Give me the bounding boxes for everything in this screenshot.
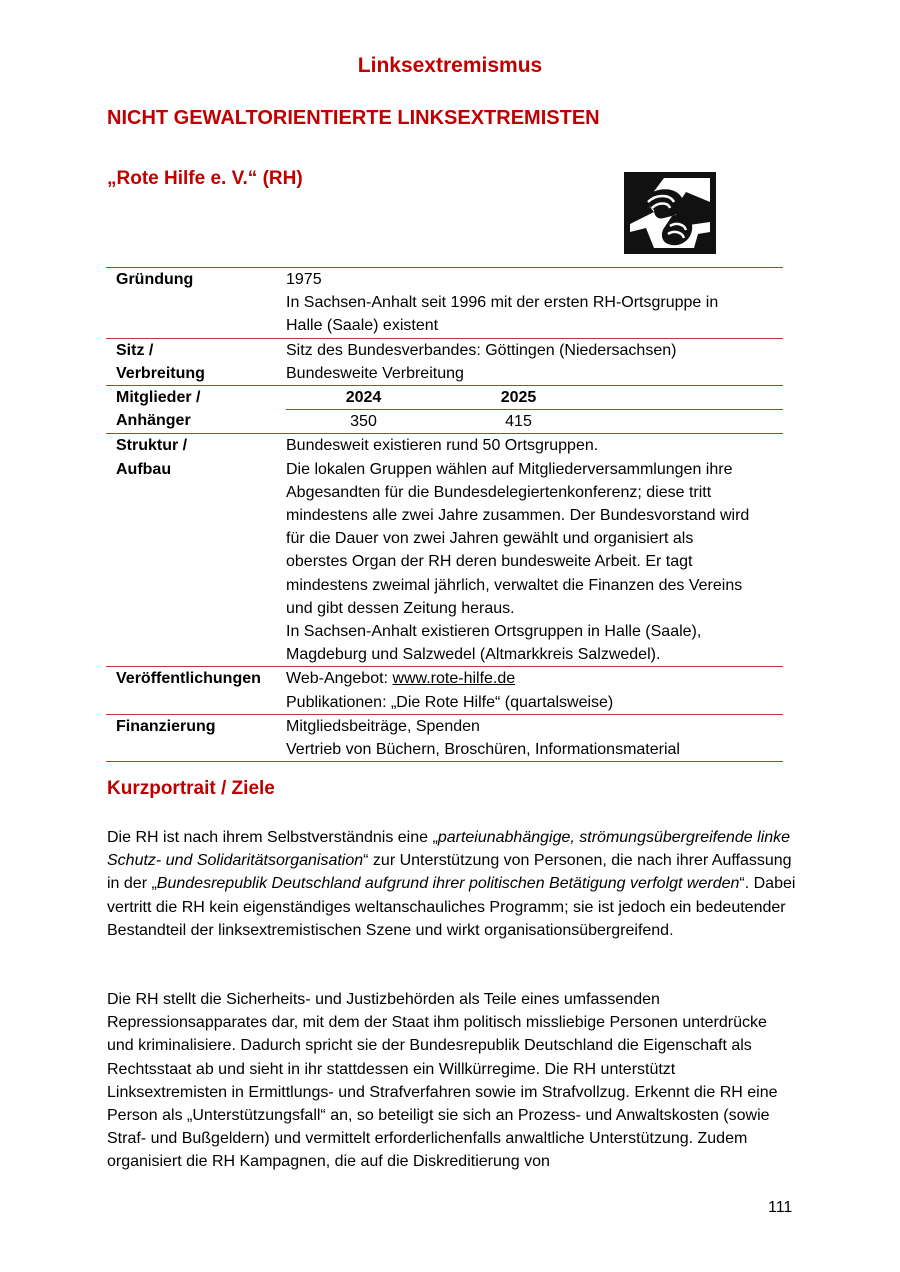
text-line: Die lokalen Gruppen wählen auf Mitgliederversammlungen ihre (286, 460, 733, 478)
text-line: mindestens zweimal jährlich, verwaltet die Finanzen des Vereins (286, 576, 743, 594)
section-title: Linksextremismus (357, 54, 543, 77)
text-line: für die Dauer von zwei Jahren gewählt und organisiert als (286, 530, 694, 548)
text-line: Publikationen: „Die Rote Hilfe“ (quartalsweise) (286, 693, 614, 711)
value-gruendung (286, 268, 783, 339)
paragraph-1: Die RH ist nach ihrem Selbstverständnis eine „parteiunabhängige, strömungsübergreifende linke Schutz- und Solidaritätsorganisation“ zur Unterstützung von Personen, die nach ihrer Auffassung in der „Bundesrepublik Deutschland aufgrund ihrer politischen Betätigung verfolgt werden“. Dabei vertritt die RH kein eigenständiges weltanschauliches Programm; sie ist jedoch ein bedeutender Bestandteil der linksextremistischen Szene und wirkt organisationsübergreifend. (107, 829, 796, 939)
text-line: Halle (Saale) existent (286, 317, 439, 335)
text-line: oberstes Organ der RH deren bundesweite Arbeit. Er tagt (286, 553, 693, 571)
text-line: In Sachsen-Anhalt existieren Ortsgruppen in Halle (Saale), (286, 623, 702, 641)
website-link[interactable]: www.rote-hilfe.de (392, 670, 516, 688)
label-line: Verbreitung (116, 364, 205, 382)
org-title: „Rote Hilfe e. V.“ (RH) (107, 168, 303, 189)
row-veroeffentlichungen (106, 667, 783, 714)
value-finanzierung (286, 714, 783, 761)
text-line: und gibt dessen Zeitung heraus. (286, 599, 515, 617)
label-finanzierung: Finanzierung (106, 714, 286, 761)
label-sitz (106, 338, 286, 385)
year-2024: 2024 (286, 386, 441, 410)
member-count-table (286, 386, 783, 433)
count-2024: 350 (350, 413, 377, 431)
count-2025: 415 (505, 413, 532, 431)
text-line: In Sachsen-Anhalt seit 1996 mit der ersten RH-Ortsgruppe in (286, 294, 719, 312)
rote-hilfe-logo-icon (624, 172, 716, 254)
label-veroeffentlichungen: Veröffentlichungen (106, 667, 286, 714)
label-line: Struktur / (116, 437, 188, 455)
quote-2: Bundesrepublik Deutschland aufgrund ihrer politischen Betätigung verfolgt werden (156, 875, 740, 893)
quote-1: parteiunabhängige, strömungsübergreifende linke Schutz- und Solidaritätsorganisation (107, 829, 791, 870)
web-line (286, 667, 783, 690)
label-line: Sitz / (116, 341, 154, 359)
label-struktur (106, 434, 286, 667)
row-sitz (106, 338, 783, 385)
page-number: 111 (768, 1199, 793, 1216)
kurzportrait-heading: Kurzportrait / Ziele (107, 778, 275, 799)
label-line: Anhänger (116, 412, 191, 430)
row-struktur (106, 434, 783, 667)
label-line: Aufbau (116, 460, 172, 478)
text-line: mindestens alle zwei Jahre zusammen. Der Bundesvorstand wird (286, 507, 750, 525)
text-line: 1975 (286, 271, 322, 288)
value-struktur (286, 434, 783, 667)
text-line: Bundesweite Verbreitung (286, 364, 464, 382)
web-prefix: Web-Angebot: (286, 670, 393, 688)
text-line: Vertrieb von Büchern, Broschüren, Informationsmaterial (286, 741, 680, 759)
info-table (106, 267, 783, 762)
text-line: Sitz des Bundesverbandes: Göttingen (Niedersachsen) (286, 341, 677, 359)
value-mitglieder (286, 386, 783, 434)
label-line: Mitglieder / (116, 389, 201, 407)
year-2025: 2025 (441, 386, 596, 410)
row-gruendung (106, 268, 783, 339)
label-mitglieder (106, 386, 286, 434)
value-sitz (286, 338, 783, 385)
chapter-title: NICHT GEWALTORIENTIERTE LINKSEXTREMISTEN (107, 107, 600, 129)
text-line: Mitgliedsbeiträge, Spenden (286, 717, 480, 735)
label-gruendung: Gründung (106, 268, 286, 339)
row-finanzierung (106, 714, 783, 761)
row-mitglieder (106, 386, 783, 434)
paragraph-2: Die RH stellt die Sicherheits- und Justizbehörden als Teile eines umfassenden Repressionsapparates dar, mit dem der Staat ihm politisch missliebige Personen unterdrücke und kriminalisiere. Dadurch spricht sie der Bundesrepublik Deutschland die Eigenschaft als Rechtsstaat ab und sieht in ihr stattdessen ein Willkürregime. Die RH unterstützt Linksextremisten in Ermittlungs- und Strafverfahren sowie im Strafvollzug. Erkennt die RH eine Person als „Unterstützungsfall“ an, so beteiligt sie sich an Prozess- und Anwaltskosten (sowie Straf- und Bußgeldern) und vermittelt erforderlichenfalls anwaltliche Unterstützung. Zudem organisiert die RH Kampagnen, die auf die Diskreditierung von (107, 991, 778, 1171)
value-veroeffentlichungen (286, 667, 783, 714)
text-line: Magdeburg und Salzwedel (Altmarkkreis Salzwedel). (286, 646, 661, 664)
text-line: Bundesweit existieren rund 50 Ortsgruppen. (286, 437, 599, 455)
text-line: Abgesandten für die Bundesdelegiertenkonferenz; diese tritt (286, 483, 712, 501)
